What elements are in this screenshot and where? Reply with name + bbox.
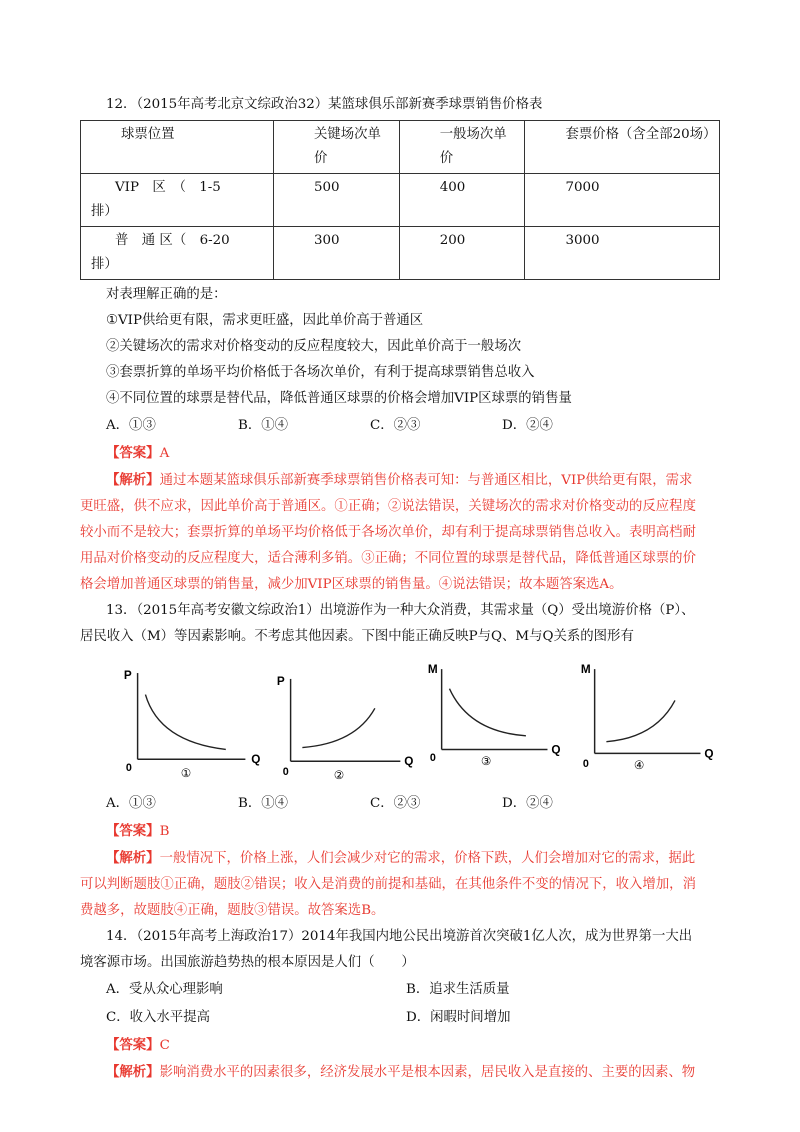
q14-stem-line1: 14．（2015年高考上海政治17）2014年我国内地公民出境游首次突破1亿人次，成为世界第一大出 [106,929,693,944]
q14-stem-line2: 境客源市场。出国旅游趋势热的根本原因是人们（ ） [80,955,415,970]
graph-y-label: M [427,664,438,677]
graph-x-label: Q [704,747,714,761]
table-row [81,227,720,280]
graph-origin: 0 [429,752,436,765]
graph-y-label: P [276,674,285,688]
header-position: 球票位置 [81,121,274,174]
graph-x-label: Q [404,755,414,769]
cell-normal-price: 200 [399,227,525,280]
q12-options [80,412,730,440]
graph-number: ② [333,767,345,782]
q12-analysis-line: 更旺盛，供不应求，因此单价高于普通区。①正确；②说法错误，关键场次的需求对价格变动的反应程度 [80,499,696,514]
analysis-label: 【解析】 [106,472,160,488]
graph-curve [145,695,225,750]
cell-position [81,227,274,280]
q12-statement-4: ④不同位置的球票是替代品，降低普通区球票的价格会增加VIP区球票的销售量 [106,391,572,406]
cell-key-price: 300 [274,227,400,280]
option-b: B．追求生活质量 [406,982,510,997]
q12-analysis-line [80,467,730,494]
document-page [80,92,730,1086]
graph-x-label: Q [551,743,561,757]
analysis-label: 【解析】 [106,1064,160,1080]
analysis-text: 一般情况下，价格上涨，人们会减少对它的需求，价格下跌，人们会增加对它的需求，据此 [159,851,696,866]
q14-options-row1 [80,976,730,1004]
q13-stem-line2: 居民收入（M）等因素影响。不考虑其他因素。下图中能正确反映P与Q、M与Q关系的图形有 [80,629,634,644]
option-a: A．受从众心理影响 [106,982,223,997]
cell-position-line1: VIP 区 （ 1-5 [115,180,221,195]
graph-x-label: Q [251,753,261,767]
q13-options [80,790,730,818]
graph-number: ④ [633,758,645,773]
analysis-text: 通过本题某篮球俱乐部新赛季球票销售价格表可知：与普通区相比，VIP供给更有限，需求 [159,473,693,488]
q14-options-row2 [80,1004,730,1032]
q13-analysis-line: 费越多，故题肢④正确，题肢③错误。故答案选B。 [80,903,385,918]
cell-package-price: 7000 [525,174,720,227]
graph-3 [424,664,571,784]
q14-answer [80,1032,730,1059]
q14-analysis-line [80,1059,730,1086]
graph-origin: 0 [282,765,289,778]
table-header-row [81,121,720,174]
answer-label: 【答案】 [106,1037,160,1053]
graph-1 [118,664,265,784]
header-normal-price: 一般场次单价 [399,121,525,174]
q12-analysis-line: 用品对价格变动的反应程度大，适合薄利多销。③正确；不同位置的球票是替代品，降低普通区球票的价 [80,551,696,566]
graph-curve [302,708,375,747]
graph-y-label: M [580,664,591,677]
answer-label: 【答案】 [106,445,160,461]
q13-analysis-line: 可以判断题肢①正确，题肢②错误；收入是消费的前提和基础，在其他条件不变的情况下，收入增加，消 [80,877,696,892]
q12-prompt: 对表理解正确的是： [106,287,227,302]
q13-stem-line1: 13．（2015年高考安徽文综政治1）出境游作为一种大众消费，其需求量（Q）受出境游价格（P）、 [106,603,695,618]
analysis-label: 【解析】 [106,850,160,866]
graph-2 [271,664,418,784]
graph-number: ③ [480,754,492,769]
cell-position-line1: 普 通 区（ 6-20 [115,233,230,248]
option-d: D．②④ [502,418,553,433]
cell-key-price: 500 [274,174,400,227]
q12-statement-1: ①VIP供给更有限，需求更旺盛，因此单价高于普通区 [106,313,424,328]
q12-stem: 12．（2015年高考北京文综政治32）某篮球俱乐部新赛季球票销售价格表 [106,97,543,112]
graph-number: ① [180,765,192,780]
cell-package-price: 3000 [525,227,720,280]
answer-value: B [159,824,170,839]
option-b: B．①④ [238,796,289,811]
cell-position-line2: 排） [91,204,118,219]
option-c: C．②③ [370,796,421,811]
table-row [81,174,720,227]
q12-answer [80,440,730,467]
graph-origin: 0 [125,762,132,775]
q12-analysis-line: 格会增加普通区球票的销售量，减少加VIP区球票的销售量。④说法错误；故本题答案选A。 [80,577,623,592]
graph-curve [606,700,675,741]
option-b: B．①④ [238,418,289,433]
option-c: C．②③ [370,418,421,433]
q12-statement-2: ②关键场次的需求对价格变动的反应程度较大，因此单价高于一般场次 [106,339,522,354]
q12-statement-3: ③套票折算的单场平均价格低于各场次单价，有利于提高球票销售总收入 [106,365,535,380]
answer-value: A [159,446,170,461]
q13-graphs [118,664,730,784]
option-c: C．收入水平提高 [106,1010,210,1025]
cell-position [81,174,274,227]
option-d: D．②④ [502,796,553,811]
cell-position-line2: 排） [91,257,118,272]
header-key-price: 关键场次单价 [274,121,400,174]
cell-normal-price: 400 [399,174,525,227]
q12-analysis-line: 较小而不是较大；套票折算的单场平均价格低于各场次单价，却有利于提高球票销售总收入。表明高档耐 [80,525,696,540]
graph-curve [449,689,525,736]
option-a: A．①③ [106,418,156,433]
header-package-price: 套票价格（含全部20场） [525,121,720,174]
option-a: A．①③ [106,796,156,811]
q13-analysis-line [80,845,730,872]
analysis-text: 影响消费水平的因素很多，经济发展水平是根本因素，居民收入是直接的、主要的因素、物 [159,1065,696,1080]
answer-label: 【答案】 [106,823,160,839]
answer-value: C [159,1038,170,1053]
graph-origin: 0 [582,758,589,771]
graph-4 [577,664,724,784]
option-d: D．闲暇时间增加 [406,1010,511,1025]
graph-y-label: P [123,668,132,682]
ticket-price-table [80,120,720,280]
q13-answer [80,818,730,845]
